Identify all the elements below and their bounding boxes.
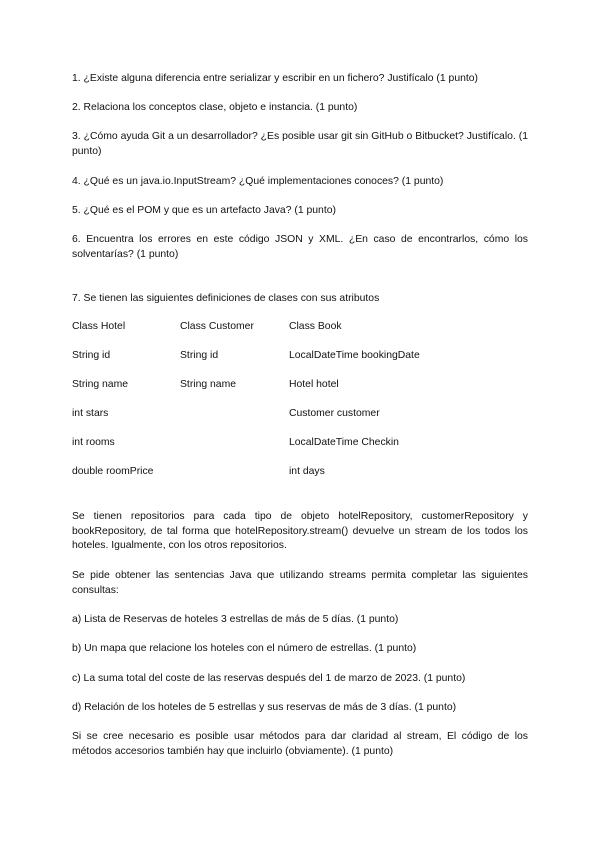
query-a: a) Lista de Reservas de hoteles 3 estrellas de más de 5 días. (1 punto) [72, 614, 399, 625]
closing-note: Si se cree necesario es posible usar métodos para dar claridad al stream, El código de los métodos accesorios también hay que incluirlo (obviamente). (1 punto) [72, 731, 528, 757]
table-cell: Class Customer [180, 321, 254, 332]
question-2: 2. Relaciona los conceptos clase, objeto e instancia. (1 punto) [72, 102, 358, 113]
table-cell: int days [289, 466, 325, 477]
question-5: 5. ¿Qué es el POM y que es un artefacto Java? (1 punto) [72, 205, 336, 216]
question-4: 4. ¿Qué es un java.io.InputStream? ¿Qué implementaciones conoces? (1 punto) [72, 176, 444, 187]
table-cell: LocalDateTime Checkin [289, 437, 399, 448]
table-row [72, 466, 528, 481]
query-d: d) Relación de los hoteles de 5 estrellas y sus reservas de más de 3 días. (1 punto) [72, 702, 457, 713]
table-cell: double roomPrice [72, 466, 154, 477]
table-cell: Class Book [289, 321, 342, 332]
repositories-paragraph: Se tienen repositorios para cada tipo de objeto hotelRepository, customerRepository y bookRepository, de tal forma que hotelRepository.stream() devuelve un stream de los todos los hoteles. Igualmente, con los otros repositorios. [72, 511, 528, 552]
table-cell: String id [180, 350, 219, 361]
table-cell: LocalDateTime bookingDate [289, 350, 420, 361]
task-paragraph: Se pide obtener las sentencias Java que utilizando streams permita completar las siguientes consultas: [72, 570, 528, 596]
table-cell: String id [72, 350, 111, 361]
question-7: 7. Se tienen las siguientes definiciones de clases con sus atributos [72, 293, 380, 304]
question-1: 1. ¿Existe alguna diferencia entre serializar y escribir en un fichero? Justifícalo (1 punto) [72, 73, 479, 84]
table-cell: String name [180, 379, 237, 390]
table-cell: Customer customer [289, 408, 380, 419]
question-3: 3. ¿Cómo ayuda Git a un desarrollador? ¿Es posible usar git sin GitHub o Bitbucket? Justifícalo. (1 punto) [72, 131, 528, 157]
question-6: 6. Encuentra los errores en este código JSON y XML. ¿En caso de encontrarlos, cómo los solventarías? (1 punto) [72, 234, 528, 260]
table-cell: String name [72, 379, 129, 390]
table-row [72, 408, 528, 423]
table-cell: int rooms [72, 437, 115, 448]
table-row [72, 437, 528, 452]
query-c: c) La suma total del coste de las reservas después del 1 de marzo de 2023. (1 punto) [72, 673, 466, 684]
table-row [72, 350, 528, 365]
table-cell: Class Hotel [72, 321, 126, 332]
table-cell: Hotel hotel [289, 379, 339, 390]
table-cell: int stars [72, 408, 109, 419]
table-row [72, 321, 528, 336]
table-row [72, 379, 528, 394]
query-b: b) Un mapa que relacione los hoteles con el número de estrellas. (1 punto) [72, 643, 417, 654]
